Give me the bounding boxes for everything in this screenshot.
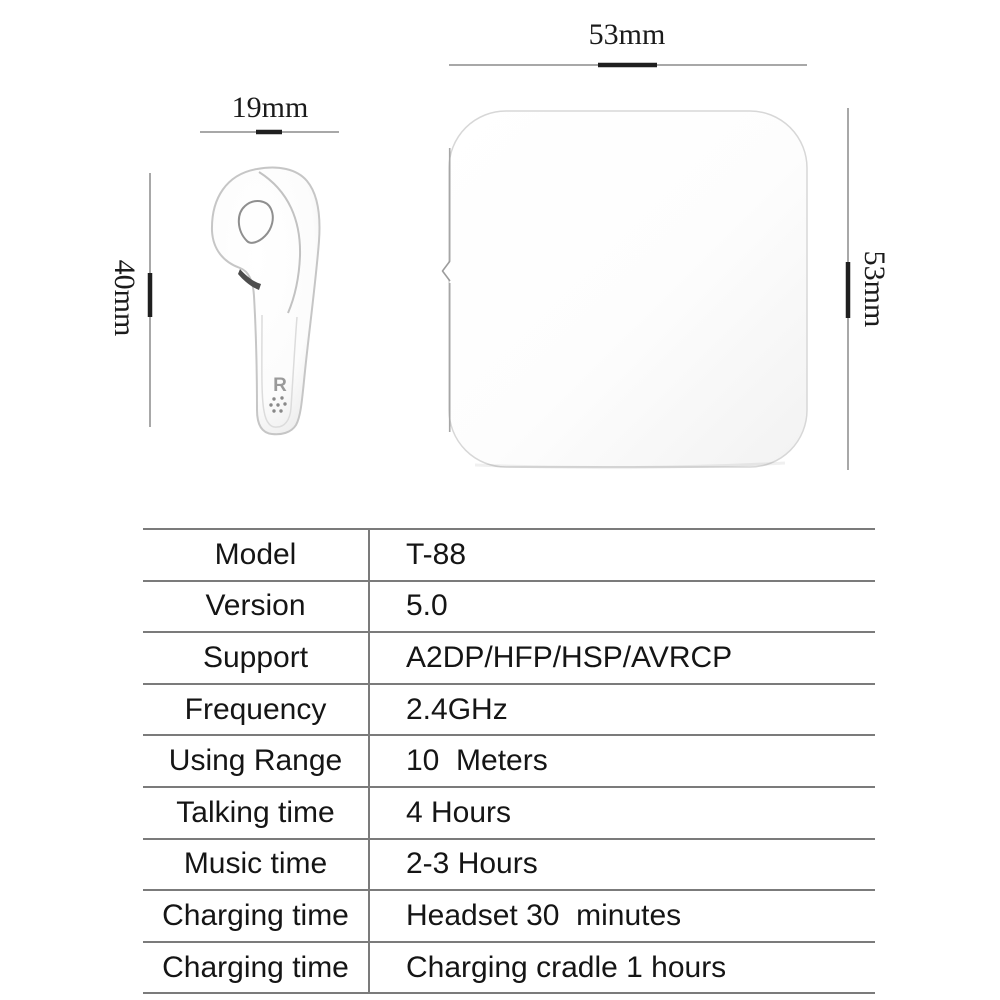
spec-value: 10 Meters xyxy=(406,744,548,778)
spec-value: T-88 xyxy=(406,537,467,571)
table-row xyxy=(143,633,875,685)
spec-label: Talking time xyxy=(143,788,370,838)
dim-label-40mm-left: 40mm xyxy=(108,259,141,337)
spec-label: Using Range xyxy=(143,736,370,786)
spec-label: Charging time xyxy=(143,943,370,993)
table-row xyxy=(143,943,875,995)
spec-value: A2DP/HFP/HSP/AVRCP xyxy=(406,640,733,674)
dim-label-53mm-top: 53mm xyxy=(588,18,666,51)
table-row xyxy=(143,788,875,840)
spec-label: Version xyxy=(143,582,370,632)
spec-value: 4 Hours xyxy=(406,795,512,829)
table-row xyxy=(143,736,875,788)
spec-value: 2.4GHz xyxy=(406,692,508,726)
charging-case-body xyxy=(449,111,807,467)
table-row xyxy=(143,685,875,737)
table-row xyxy=(143,530,875,582)
case-hinge-notch xyxy=(443,261,451,281)
spec-value: 2-3 Hours xyxy=(406,847,538,881)
table-row xyxy=(143,891,875,943)
spec-label: Support xyxy=(143,633,370,683)
spec-label: Charging time xyxy=(143,891,370,941)
spec-label: Frequency xyxy=(143,685,370,735)
spec-value: 5.0 xyxy=(406,589,448,623)
spec-table xyxy=(143,528,875,994)
dim-label-53mm-right: 53mm xyxy=(858,250,891,328)
spec-label: Music time xyxy=(143,840,370,890)
table-row xyxy=(143,582,875,634)
table-row xyxy=(143,840,875,892)
spec-value: Charging cradle 1 hours xyxy=(406,950,727,984)
spec-label: Model xyxy=(143,530,370,580)
earbud-channel-marking: R xyxy=(273,375,287,396)
dim-label-19mm: 19mm xyxy=(231,91,309,124)
spec-value: Headset 30 minutes xyxy=(406,898,682,932)
earbud-drawing xyxy=(212,168,320,435)
charging-case-drawing xyxy=(443,111,808,468)
